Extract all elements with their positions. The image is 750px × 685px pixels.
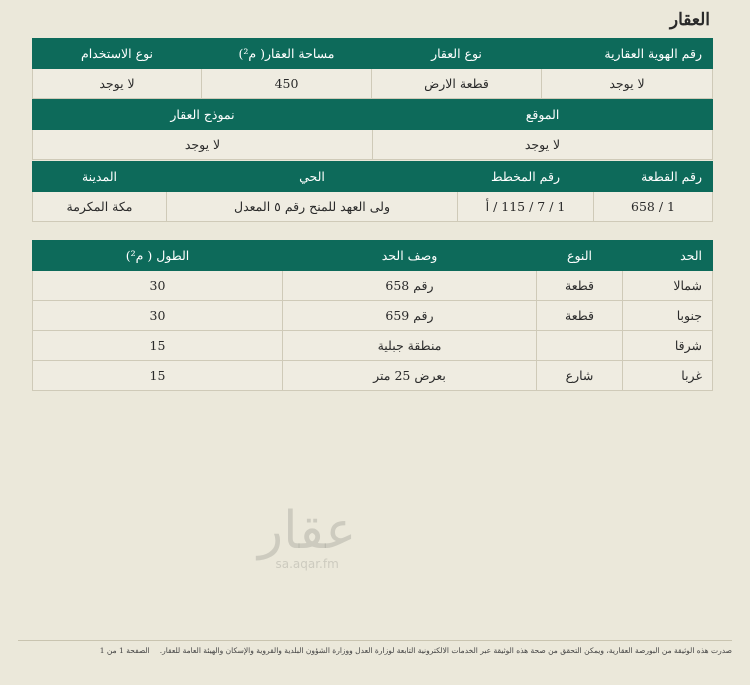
property-type: قطعة الارض (372, 69, 542, 99)
watermark-url: sa.aqar.fm (275, 557, 339, 571)
header-boundary: الحد (623, 241, 713, 271)
property-id: لا يوجد (542, 69, 713, 99)
watermark-logo: عقار (258, 501, 357, 561)
header-length: الطول ( م²) (33, 241, 283, 271)
table-row (33, 301, 713, 331)
section-title: العقار (669, 10, 710, 30)
area: 450 (202, 69, 372, 99)
footer-divider (18, 640, 732, 641)
boundary-description: منطقة جبلية (283, 331, 537, 361)
parcel-number: 1 / 658 (594, 192, 713, 222)
header-property-type: نوع العقار (372, 39, 542, 69)
watermark (258, 501, 357, 571)
location-table (32, 99, 713, 160)
boundary-type: شارع (537, 361, 623, 391)
boundary-length: 30 (33, 271, 283, 301)
page-number: الصفحة 1 من 1 (99, 646, 150, 655)
footer (18, 646, 732, 655)
boundary-direction: شمالا (623, 271, 713, 301)
plan-number: 1 / 7 / 115 / أ (458, 192, 594, 222)
boundary-type (537, 331, 623, 361)
boundaries-table (32, 240, 713, 391)
header-parcel-number: رقم القطعة (594, 162, 713, 192)
header-property-id: رقم الهوية العقارية (542, 39, 713, 69)
table-row (33, 361, 713, 391)
boundary-direction: شرقا (623, 331, 713, 361)
header-plan-number: رقم المخطط (458, 162, 594, 192)
boundary-length: 15 (33, 361, 283, 391)
boundary-length: 30 (33, 301, 283, 331)
boundary-length: 15 (33, 331, 283, 361)
boundary-description: رقم 658 (283, 271, 537, 301)
table-row (33, 271, 713, 301)
header-city: المدينة (33, 162, 167, 192)
boundary-description: بعرض 25 متر (283, 361, 537, 391)
header-district: الحي (167, 162, 458, 192)
header-description: وصف الحد (283, 241, 537, 271)
parcel-table (32, 161, 713, 222)
usage-type: لا يوجد (33, 69, 202, 99)
boundary-type: قطعة (537, 271, 623, 301)
header-usage-type: نوع الاستخدام (33, 39, 202, 69)
property-table (32, 38, 713, 99)
boundary-description: رقم 659 (283, 301, 537, 331)
district: ولى العهد للمنح رقم ٥ المعدل (167, 192, 458, 222)
boundary-type: قطعة (537, 301, 623, 331)
header-location: الموقع (373, 100, 713, 130)
header-property-model: نموذج العقار (33, 100, 373, 130)
city: مكة المكرمة (33, 192, 167, 222)
table-row (33, 331, 713, 361)
header-type: النوع (537, 241, 623, 271)
header-area: مساحة العقار( م²) (202, 39, 372, 69)
boundary-direction: جنوبا (623, 301, 713, 331)
footer-note: صدرت هذه الوثيقة من البورصة العقارية، ويمكن التحقق من صحة هذه الوثيقة عبر الخدمات الالكترونية التابعة لوزارة العدل ووزارة الشؤون البلدية والقروية والإسكان والهيئة العامة للعقار. (159, 646, 732, 655)
location: لا يوجد (373, 130, 713, 160)
boundary-direction: غربا (623, 361, 713, 391)
property-model: لا يوجد (33, 130, 373, 160)
